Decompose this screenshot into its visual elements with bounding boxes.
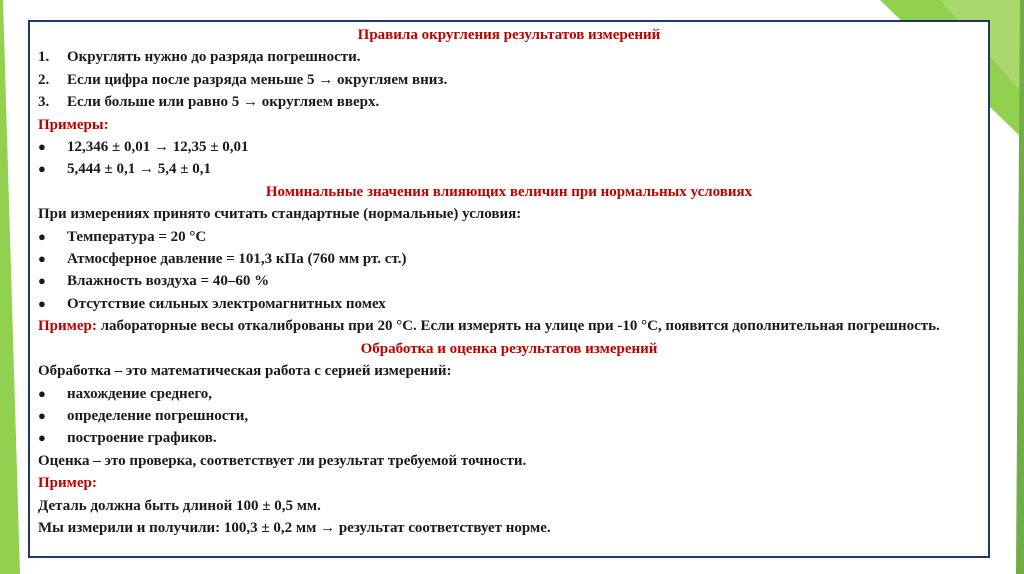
step-text: определение погрешности,: [67, 407, 249, 424]
step-text: построение графиков.: [67, 430, 217, 447]
step-item: [38, 405, 980, 427]
condition-text: Влажность воздуха = 40–60 %: [67, 273, 270, 290]
conditions-example: [38, 315, 980, 337]
bullet-icon: ●: [38, 385, 46, 401]
example-line: Мы измерили и получили: 100,3 ± 0,2 мм → результат соответствует норме.: [38, 519, 551, 536]
bullet-icon: ●: [38, 139, 46, 155]
example-text: 12,346 ± 0,01 → 12,35 ± 0,01: [67, 139, 249, 156]
bullet-icon: ●: [38, 295, 46, 311]
rule-text: Если больше или равно 5 → округляем вверх.: [67, 94, 380, 111]
condition-item: [38, 248, 980, 270]
example-line: Деталь должна быть длиной 100 ± 0,5 мм.: [38, 497, 321, 514]
condition-item: [38, 270, 980, 292]
example-label: Пример:: [38, 475, 97, 492]
bullet-icon: ●: [38, 251, 46, 267]
section-rounding-title: Правила округления результатов измерений: [357, 27, 661, 43]
rule-text: Если цифра после разряда меньше 5 → округляем вниз.: [67, 71, 448, 88]
rule-text: Округлять нужно до разряда погрешности.: [67, 49, 361, 66]
example-text: лабораторные весы откалиброваны при 20 °С. Если измерять на улице при -10 °С, появится дополнительная погрешность.: [96, 318, 940, 335]
conditions-intro: При измерениях принято считать стандартные (нормальные) условия:: [38, 206, 522, 223]
example-item: [38, 136, 980, 158]
bullet-icon: ●: [38, 273, 46, 289]
bullet-icon: ●: [38, 228, 46, 244]
processing-definition: Обработка – это математическая работа с серией измерений:: [38, 363, 452, 380]
condition-item: [38, 293, 980, 315]
step-item: [38, 427, 980, 449]
section-processing-title: Обработка и оценка результатов измерений: [360, 340, 658, 357]
section-conditions-title: Номинальные значения влияющих величин при нормальных условиях: [265, 183, 753, 200]
rule-item: [38, 91, 980, 113]
evaluation-definition: Оценка – это проверка, соответствует ли результат требуемой точности.: [38, 452, 527, 469]
step-text: нахождение среднего,: [67, 385, 213, 402]
bullet-icon: ●: [38, 161, 46, 177]
rule-item: [38, 46, 980, 68]
examples-label: Примеры:: [38, 116, 109, 133]
bullet-icon: ●: [38, 430, 46, 446]
condition-item: [38, 226, 980, 248]
step-item: [38, 383, 980, 405]
condition-text: Атмосферное давление = 101,3 кПа (760 мм рт. ст.): [67, 251, 407, 268]
content-frame: [28, 20, 990, 558]
example-item: [38, 158, 980, 180]
rule-number: 1.: [38, 49, 50, 66]
rule-number: 2.: [38, 71, 50, 88]
rule-item: [38, 69, 980, 91]
rule-number: 3.: [38, 94, 50, 111]
condition-text: Отсутствие сильных электромагнитных помех: [67, 295, 386, 312]
condition-text: Температура = 20 °С: [67, 228, 207, 245]
example-text: 5,444 ± 0,1 → 5,4 ± 0,1: [67, 161, 211, 178]
bullet-icon: ●: [38, 407, 46, 423]
example-label: Пример:: [38, 318, 97, 335]
